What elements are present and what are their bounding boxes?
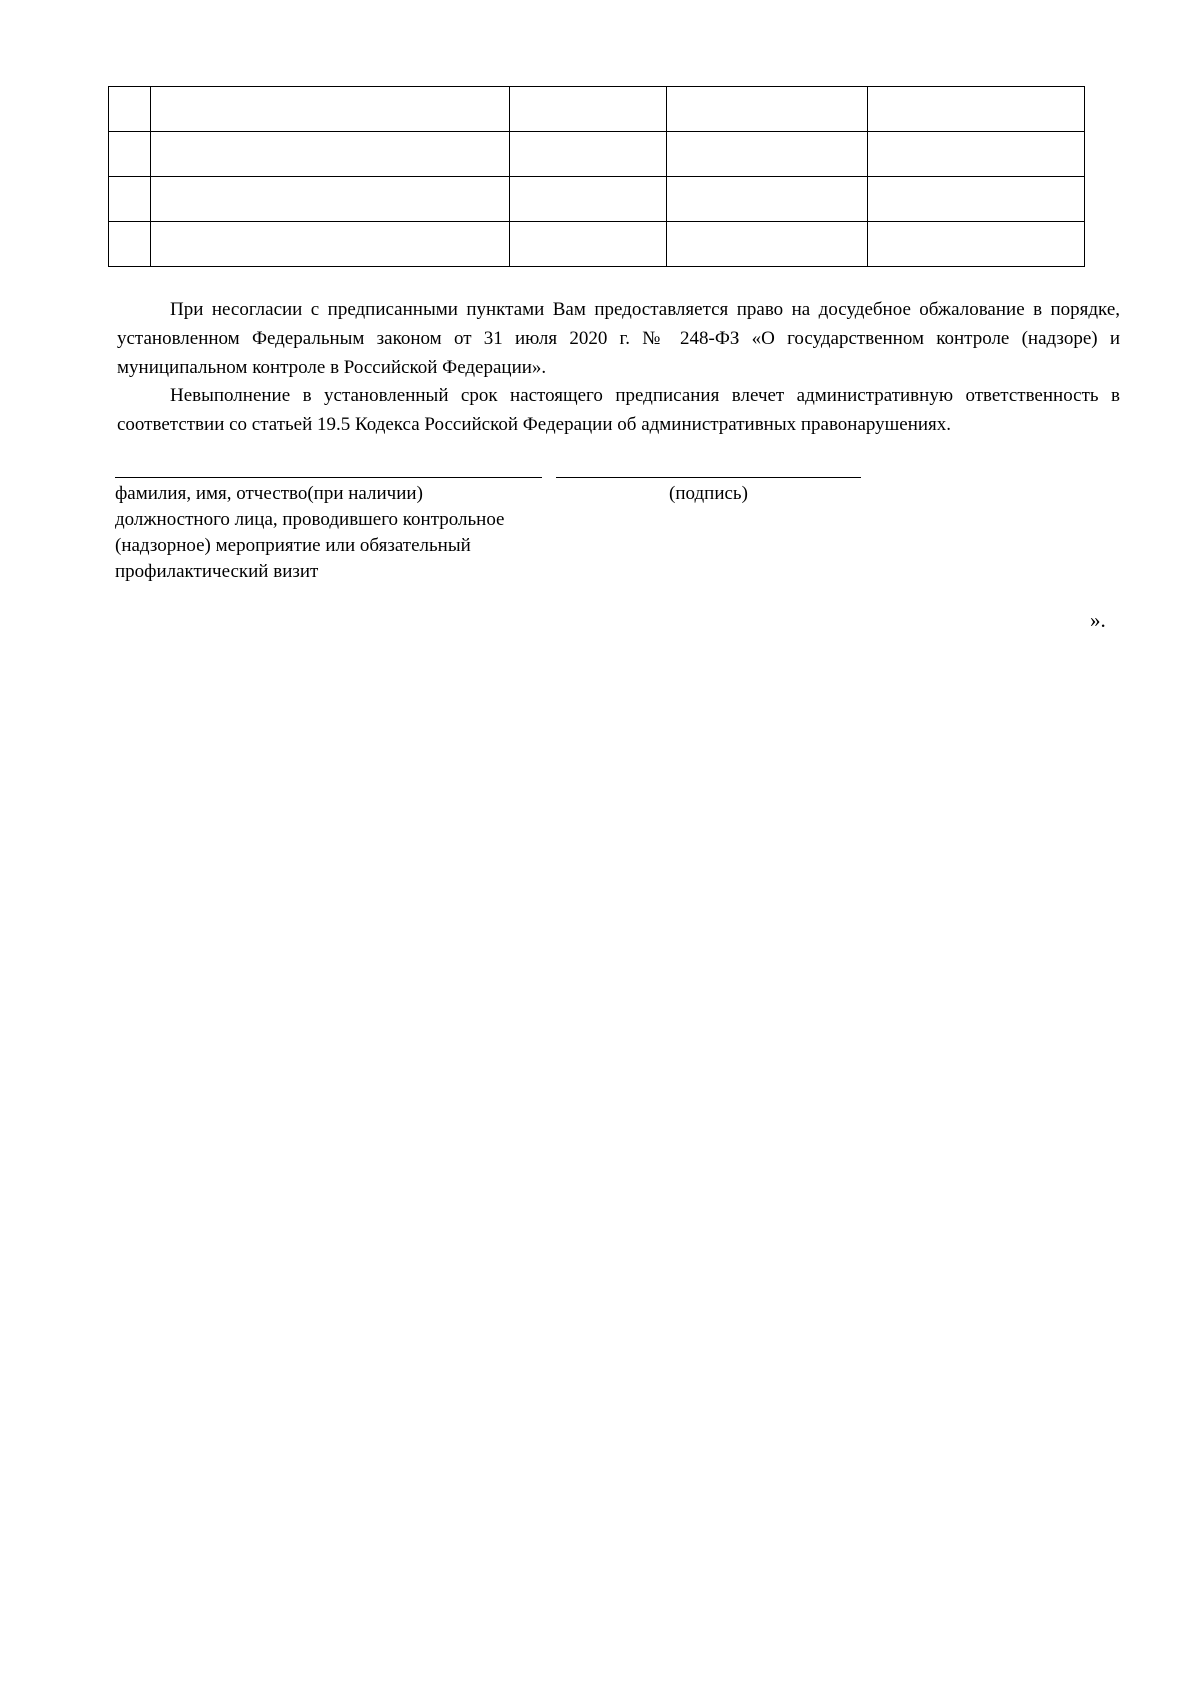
table-cell (667, 222, 868, 267)
caption-line: профилактический визит (115, 561, 319, 582)
prescription-table (108, 86, 1085, 267)
caption-line: должностного лица, проводившего контрольное (115, 509, 505, 530)
table-cell (510, 87, 667, 132)
table-cell (510, 177, 667, 222)
closing-quote-mark: ». (1090, 608, 1106, 632)
table-cell (667, 132, 868, 177)
table-row (109, 222, 1085, 267)
signature-line (556, 477, 861, 478)
table-cell (667, 177, 868, 222)
official-name-caption (115, 481, 555, 585)
table-cell (151, 222, 510, 267)
table-cell (151, 87, 510, 132)
table-row (109, 132, 1085, 177)
table-cell (109, 87, 151, 132)
table-cell (667, 87, 868, 132)
table-cell (151, 177, 510, 222)
caption-line: (надзорное) мероприятие или обязательный (115, 535, 471, 556)
table-cell (868, 177, 1085, 222)
table-row (109, 177, 1085, 222)
name-signature-line (115, 477, 542, 478)
table-cell (868, 132, 1085, 177)
signature-caption: (подпись) (669, 483, 748, 504)
table-cell (151, 132, 510, 177)
appeal-paragraph: При несогласии с предписанными пунктами Вам предоставляется право на досудебное обжалование в порядке, установленном Федеральным законом от 31 июля 2020 г. № 248-ФЗ «О государственном контроле (надзоре) и муниципальном контроле в Российской Федерации». (117, 299, 1120, 378)
table-cell (868, 222, 1085, 267)
table-row (109, 87, 1085, 132)
table-cell (868, 87, 1085, 132)
table-cell (109, 222, 151, 267)
caption-line: фамилия, имя, отчество(при наличии) (115, 483, 423, 504)
table-cell (510, 222, 667, 267)
liability-paragraph: Невыполнение в установленный срок настоящего предписания влечет административную ответственность в соответствии со статьей 19.5 Кодекса Российской Федерации об административных правонарушениях. (117, 385, 1120, 435)
table-cell (109, 132, 151, 177)
table-cell (510, 132, 667, 177)
table-cell (109, 177, 151, 222)
